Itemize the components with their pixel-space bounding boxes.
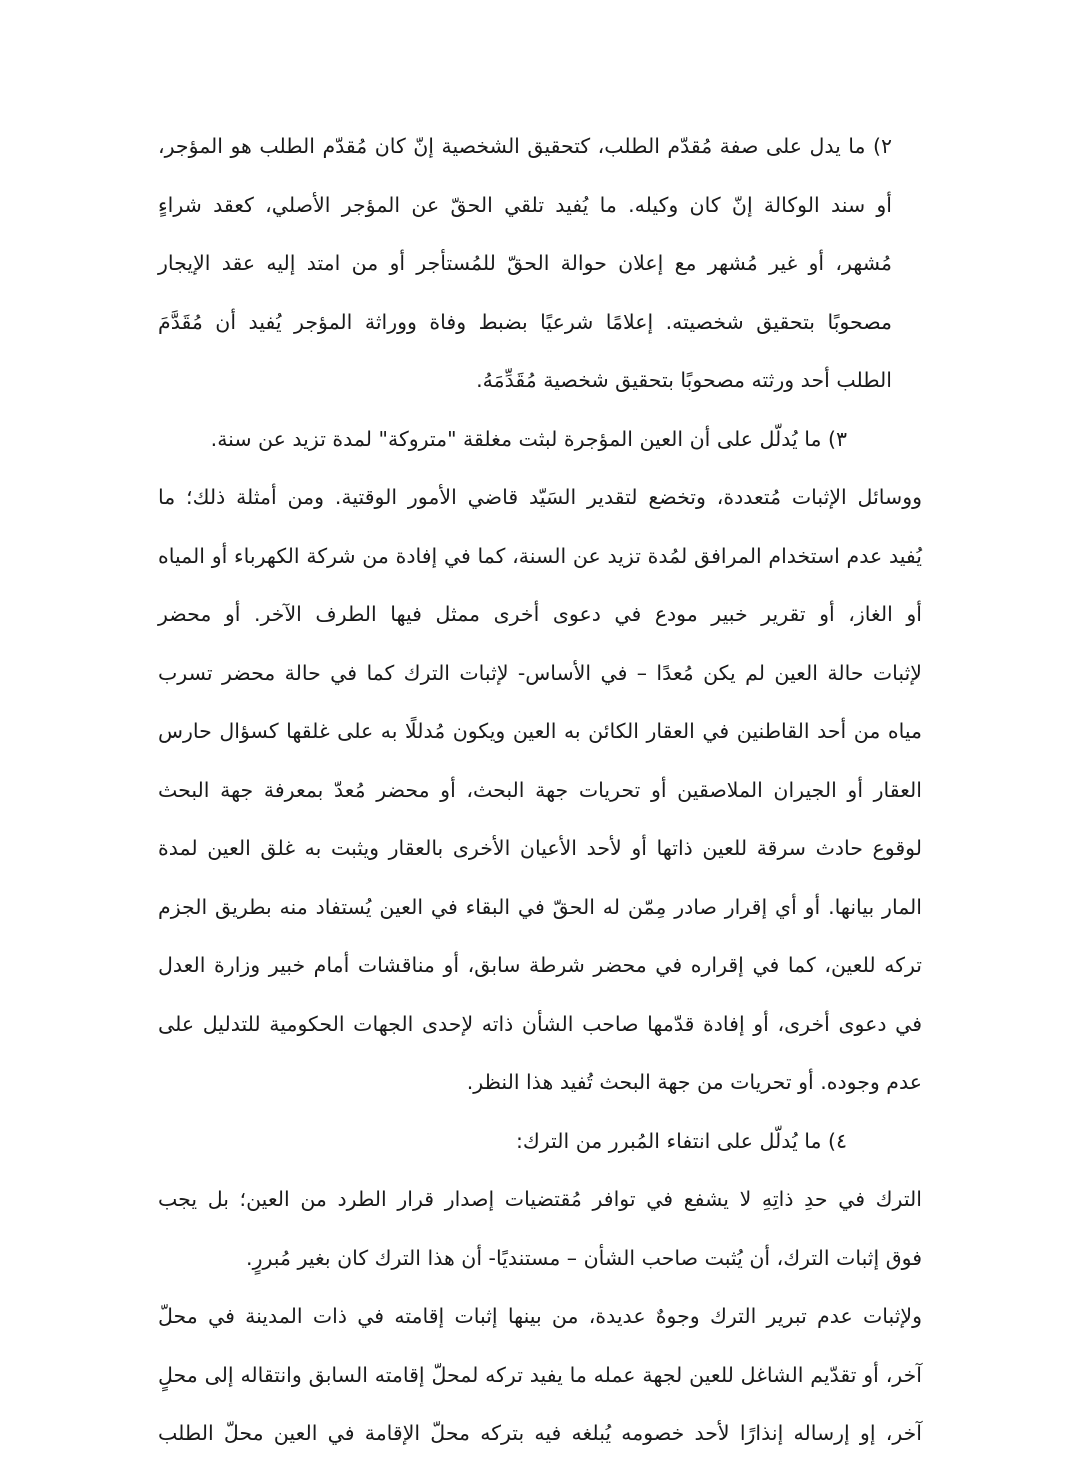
paragraph-abandonment <box>158 1170 922 1287</box>
text-line: آخر، أو تقدّيم الشاغل للعين لجهة عمله ما يفيد تركه لمحلّ إقامته السابق وانتقاله إلى محلٍ <box>158 1362 922 1387</box>
text-line: العقار أو الجيران الملاصقين أو تحريات جهة البحث، أو محضر مُعدّ بمعرفة جهة البحث <box>158 777 922 802</box>
text-line: لإثبات حالة العين لم يكن مُعدًا – في الأساس- لإثبات الترك كما في حالة محضر تسرب <box>158 660 922 685</box>
item-heading: ٣) ما يُدلّل على أن العين المؤجرة لبثت مغلقة "متروكة" لمدة تزيد عن سنة. <box>210 426 847 451</box>
paragraph-item-4 <box>158 1112 922 1171</box>
document-body <box>158 117 922 1463</box>
item-heading: ٤) ما يُدلّل على انتفاء المُبرر من الترك: <box>515 1128 847 1153</box>
text-line: مصحوبًا بتحقيق شخصيته. إعلامًا شرعيًا بضبط وفاة ووراثة المؤجر يُفيد أن مُقَدَّمَ <box>158 309 892 334</box>
text-line: المار بيانها. أو أي إقرار صادر مِمّن له الحقّ في البقاء في العين يُستفاد منه بطريق الجزم <box>158 894 922 919</box>
text-line: الترك في حدِ ذاتِهِ لا يشفع في توافر مُقتضيات إصدار قرار الطرد من العين؛ بل يجب <box>158 1187 922 1211</box>
text-line: لوقوع حادث سرقة للعين ذاتها أو لأحد الأعيان الأخرى بالعقار ويثبت به غلق العين لمدة <box>158 836 922 860</box>
text-line: الطلب أحد ورثته مصحوبًا بتحقيق شخصية مُقَدِّمَهُ. <box>476 368 892 392</box>
text-line: آخر، إو إرساله إنذارًا لأحد خصومه يُبلغه فيه بتركه محلّ الإقامة في العين محلّ الطلب <box>158 1421 922 1445</box>
text-line: تركه للعين، كما في إقراره في محضر شرطة سابق، أو مناقشات أمام خبير وزارة العدل <box>158 953 922 977</box>
text-line: عدم وجوده. أو تحريات من جهة البحث تُفيد هذا النظر. <box>466 1070 922 1094</box>
paragraph-item-2 <box>158 117 922 410</box>
paragraph-item-3 <box>158 410 922 469</box>
text-line: يُفيد عدم استخدام المرافق لمُدة تزيد عن السنة، كما في إفادة من شركة الكهرباء أو المياه <box>158 543 922 568</box>
paragraph-evidence <box>158 468 922 1112</box>
text-line: ولإثبات عدم تبرير الترك وجوهٌ عديدة، من بينها إثبات إقامته في ذات المدينة في محلّ <box>158 1304 922 1328</box>
text-line: في دعوى أخرى، أو إفادة قدّمها صاحب الشأن ذاته لإحدى الجهات الحكومية للتدليل على <box>158 1011 922 1036</box>
text-line: ووسائل الإثبات مُتعددة، وتخضع لتقدير السَيّد قاضي الأمور الوقتية. ومن أمثلة ذلك؛ ما <box>158 485 922 509</box>
text-line: مياه من أحد القاطنين في العقار الكائن به العين ويكون مُدللًا به على غلقها كسؤال حارس <box>158 719 922 743</box>
text-line: أو سند الوكالة إنّ كان وكيله. ما يُفيد تلقي الحقّ عن المؤجر الأصلي، كعقد شراءٍ <box>158 192 892 217</box>
text-line: فوق إثبات الترك، أن يُثبت صاحب الشأن – مستنديًا- أن هذا الترك كان بغير مُبررٍ. <box>246 1245 922 1270</box>
text-line: أو الغاز، أو تقرير خبير مودع في دعوى أخرى ممثل فيها الطرف الآخر. أو محضر <box>158 602 922 626</box>
text-line: مُشهر، أو غير مُشهر مع إعلان حوالة الحقّ للمُستأجر أو من امتد إليه عقد الإيجار <box>158 251 892 275</box>
paragraph-justification <box>158 1287 922 1463</box>
text-line: ٢) ما يدل على صفة مُقدّم الطلب، كتحقيق الشخصية إنّ كان مُقدّم الطلب هو المؤجر، <box>158 134 892 158</box>
